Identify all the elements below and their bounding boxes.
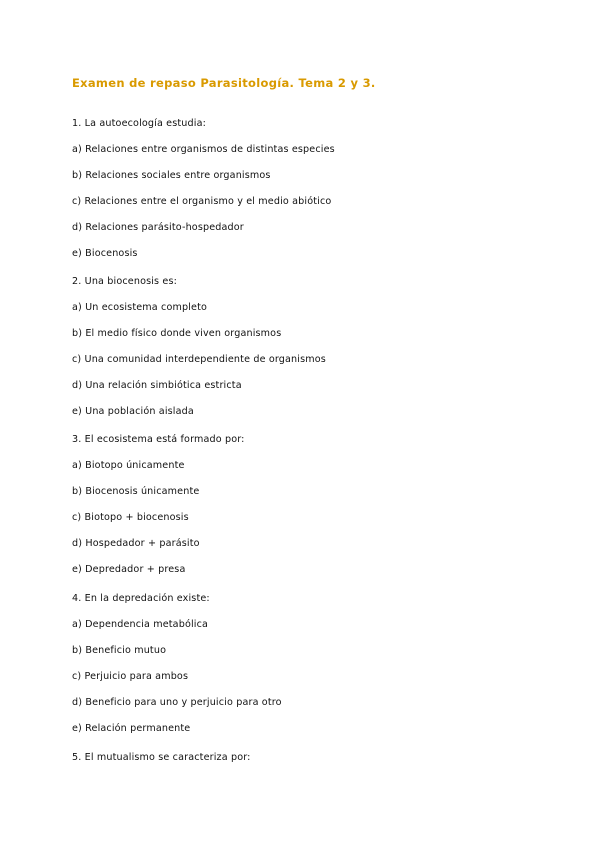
question-4: 4. En la depredación existe: <box>72 593 210 604</box>
question-4-option-d: d) Beneficio para uno y perjuicio para otro <box>72 697 282 708</box>
question-4-option-e: e) Relación permanente <box>72 723 191 734</box>
question-4-option-a: a) Dependencia metabólica <box>72 619 209 630</box>
question-2-option-e: e) Una población aislada <box>72 406 194 417</box>
question-1-option-c: c) Relaciones entre el organismo y el medio abiótico <box>72 196 332 207</box>
question-5: 5. El mutualismo se caracteriza por: <box>72 752 251 763</box>
question-1-option-e: e) Biocenosis <box>72 248 138 259</box>
question-2-option-d: d) Una relación simbiótica estricta <box>72 380 242 391</box>
question-1-option-b: b) Relaciones sociales entre organismos <box>72 170 271 181</box>
question-1: 1. La autoecología estudia: <box>72 118 206 129</box>
question-3-option-d: d) Hospedador + parásito <box>72 538 200 549</box>
question-1-option-d: d) Relaciones parásito-hospedador <box>72 222 244 233</box>
question-4-option-c: c) Perjuicio para ambos <box>72 671 189 682</box>
question-2-option-c: c) Una comunidad interdependiente de organismos <box>72 354 326 365</box>
question-2: 2. Una biocenosis es: <box>72 276 177 287</box>
question-3-option-c: c) Biotopo + biocenosis <box>72 512 189 523</box>
question-4-option-b: b) Beneficio mutuo <box>72 645 167 656</box>
document-title: Examen de repaso Parasitología. Tema 2 y 3. <box>72 76 376 90</box>
question-3-option-a: a) Biotopo únicamente <box>72 460 185 471</box>
question-3-option-e: e) Depredador + presa <box>72 564 186 575</box>
question-3: 3. El ecosistema está formado por: <box>72 434 245 445</box>
question-1-option-a: a) Relaciones entre organismos de distintas especies <box>72 144 335 155</box>
question-3-option-b: b) Biocenosis únicamente <box>72 486 200 497</box>
question-2-option-a: a) Un ecosistema completo <box>72 302 207 313</box>
question-2-option-b: b) El medio físico donde viven organismos <box>72 328 282 339</box>
